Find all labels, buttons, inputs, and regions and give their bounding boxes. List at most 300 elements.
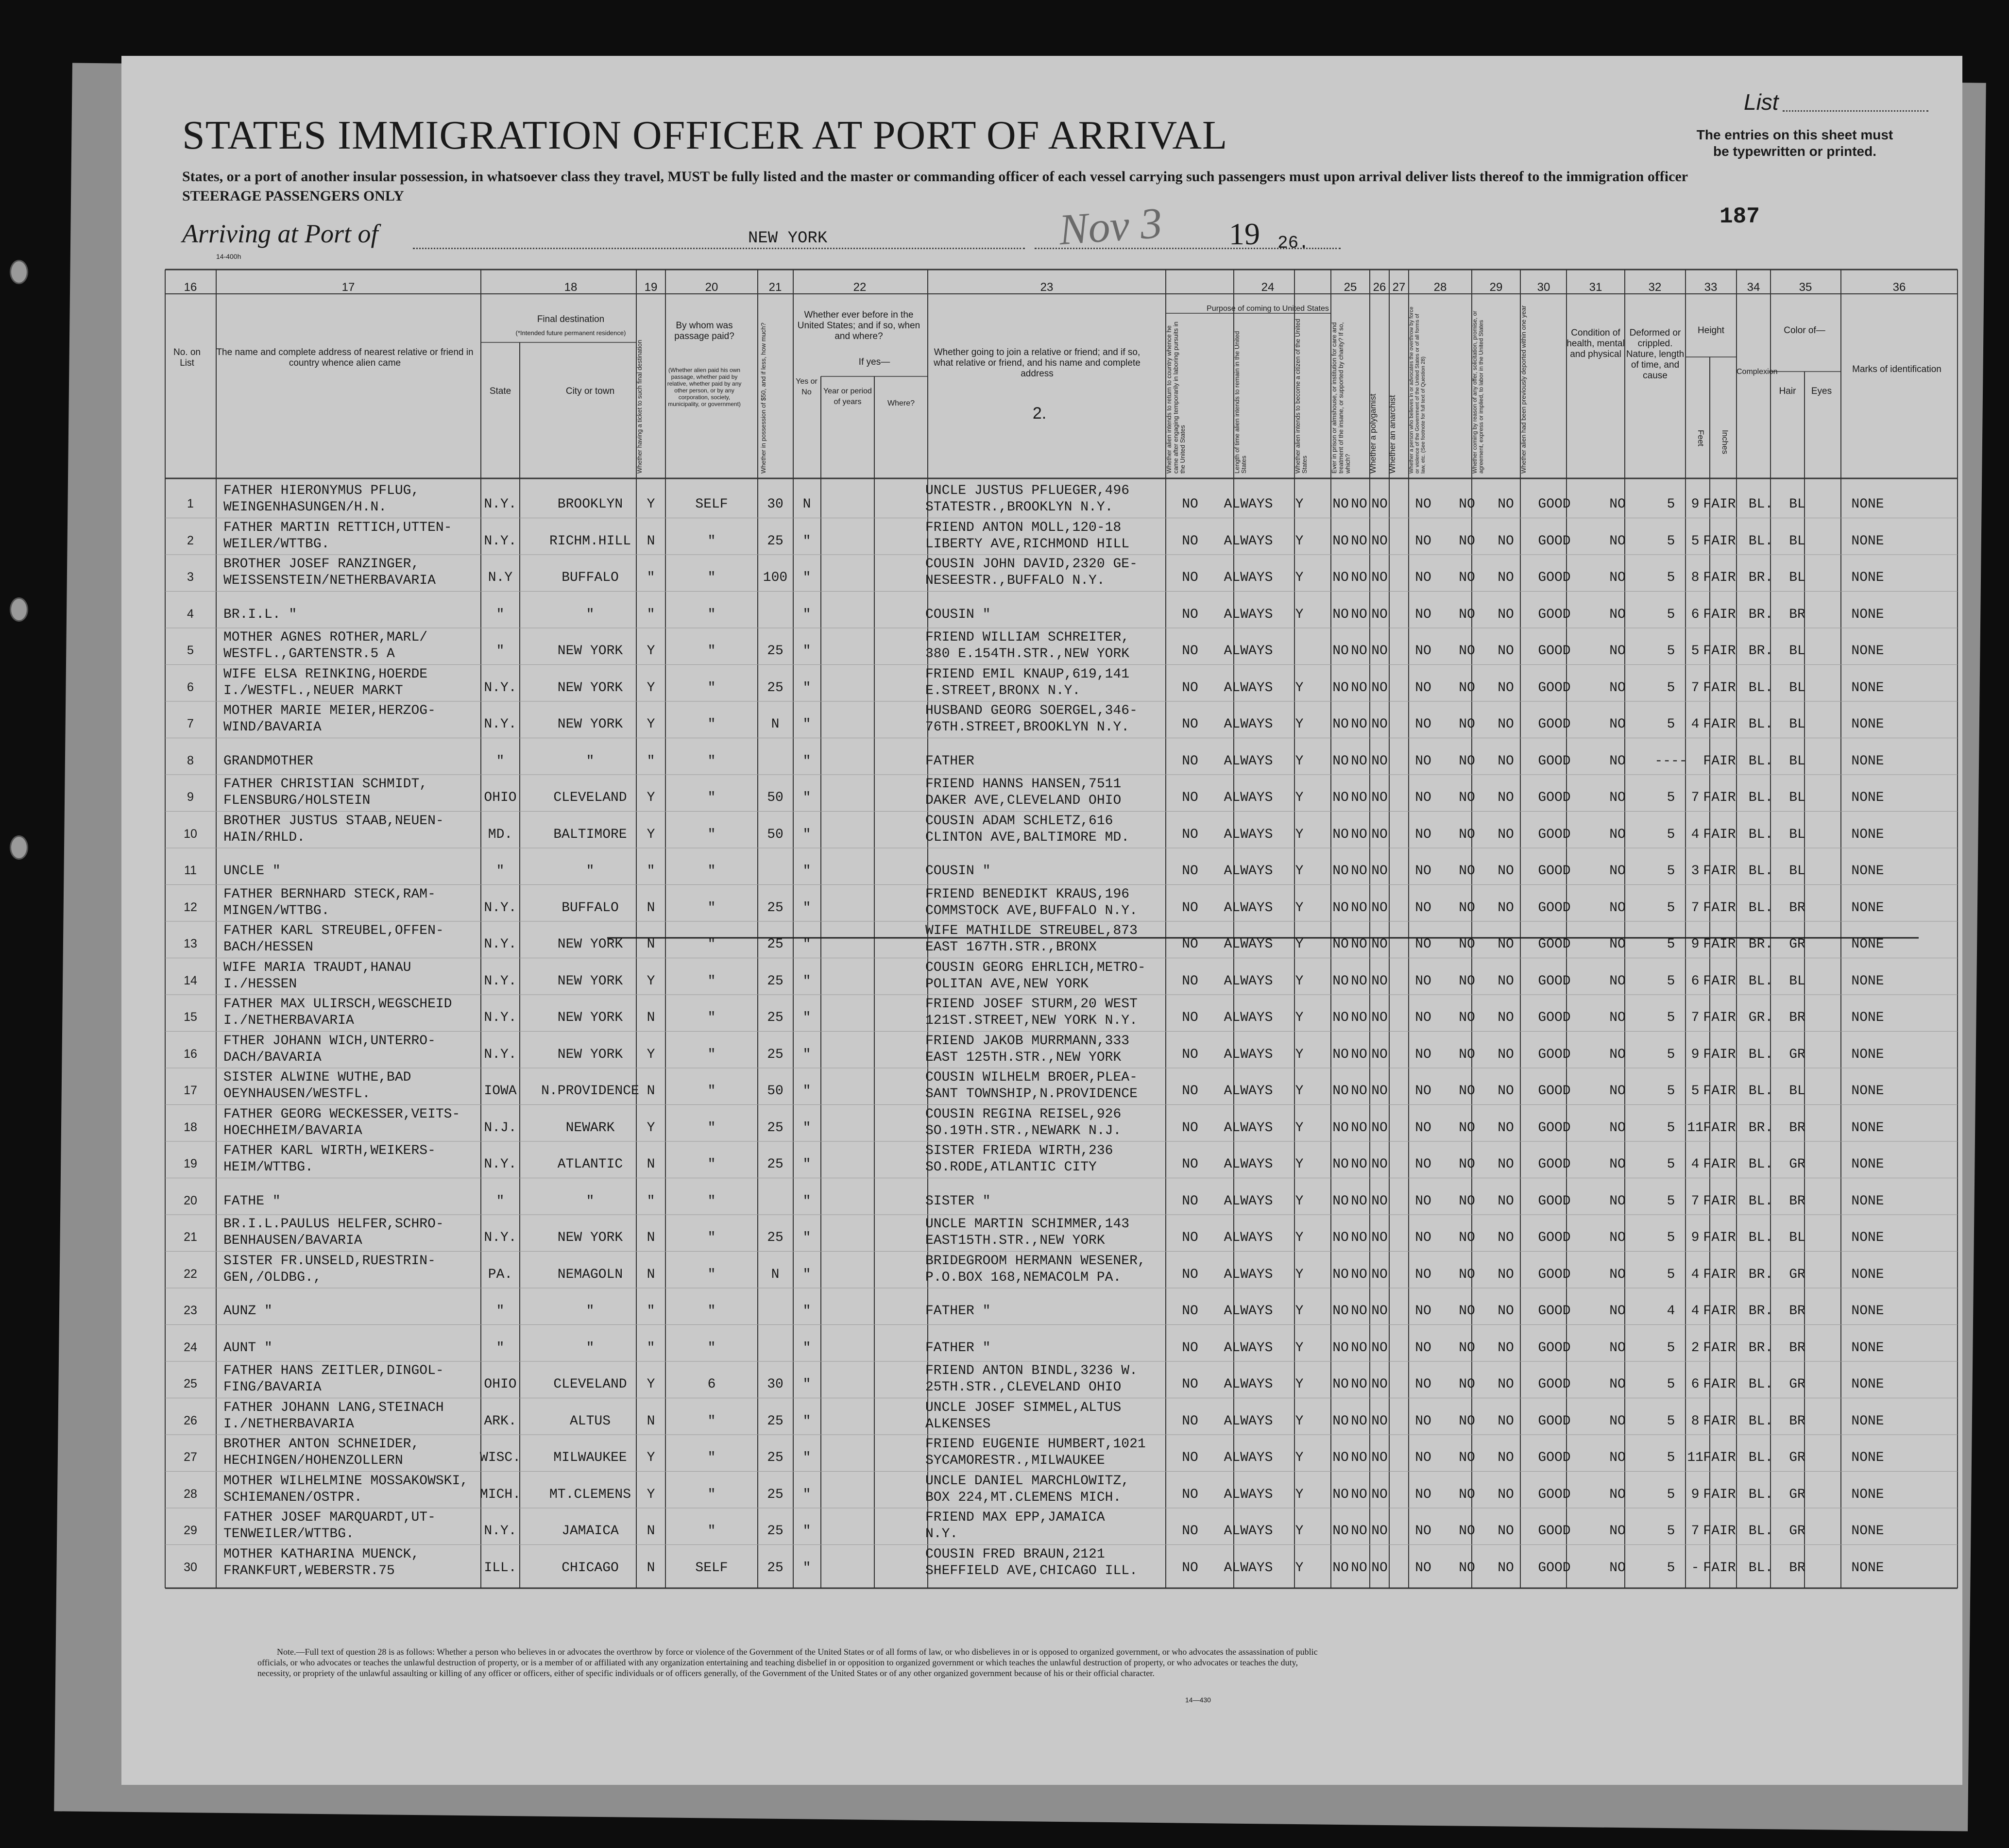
cell-q28: NO	[1415, 717, 1431, 732]
cell-eyes: BL	[1789, 533, 1805, 549]
join-relative-line: LIBERTY AVE,RICHMOND HILL	[925, 536, 1130, 552]
cell-ret: NO	[1182, 1157, 1198, 1172]
relative-address-line: SISTER FR.UNSELD,RUESTRIN-	[223, 1253, 436, 1269]
cell-dep: NO	[1498, 1267, 1514, 1282]
cell-ret: NO	[1182, 1487, 1198, 1502]
cell-prison: NO	[1332, 864, 1349, 879]
cell-paid: "	[707, 973, 716, 989]
header-nearest-relative: The name and complete address of nearest relative or friend in country whence alien came	[216, 347, 474, 368]
join-relative-line: FATHER "	[925, 1340, 991, 1356]
cell-ticket: N	[647, 1413, 655, 1429]
cell-anar: NO	[1371, 937, 1388, 952]
relative-address-line: WESTFL.,GARTENSTR.5 A	[223, 646, 395, 661]
cell-state: OHIO	[484, 1377, 517, 1392]
cell-len: ALWAYS	[1224, 900, 1273, 916]
cell-len: ALWAYS	[1224, 1560, 1273, 1576]
relative-address-line: HOECHHEIM/BAVARIA	[223, 1123, 362, 1138]
cell-poly: NO	[1351, 1047, 1367, 1062]
header-anarchist: Whether an anarchist	[1388, 395, 1397, 474]
cell-ticket: N	[647, 1084, 655, 1099]
cell-marks: NONE	[1851, 1084, 1884, 1099]
cell-comp: FAIR	[1703, 1267, 1736, 1282]
cell-deform: NO	[1609, 753, 1626, 769]
cell-ret: NO	[1182, 1010, 1198, 1025]
cell-money: N	[771, 1267, 780, 1282]
cell-hair: BL.	[1748, 1413, 1773, 1429]
cell-marks: NONE	[1851, 1267, 1884, 1282]
cell-health: GOOD	[1538, 717, 1571, 732]
cell-deform: NO	[1609, 607, 1626, 622]
cell-ticket: N	[647, 1230, 655, 1245]
cell-in: 9	[1691, 1230, 1700, 1245]
relative-address-line: AUNT "	[223, 1340, 272, 1356]
cell-city: NEWARK	[565, 1120, 615, 1136]
cell-anar: NO	[1371, 864, 1388, 879]
cell-len: ALWAYS	[1224, 1524, 1273, 1539]
row-number: 2	[187, 533, 194, 547]
relative-address-line: FING/BAVARIA	[223, 1380, 322, 1395]
cell-dep: NO	[1498, 1193, 1514, 1209]
join-relative-line: SHEFFIELD AVE,CHICAGO ILL.	[925, 1563, 1138, 1578]
cell-eyes: GR	[1789, 1524, 1805, 1539]
cell-money: 25	[767, 1487, 783, 1502]
cell-state: PA.	[488, 1267, 513, 1282]
join-relative-line: SYCAMORESTR.,MILWAUKEE	[925, 1453, 1105, 1468]
cell-city: "	[586, 1193, 595, 1209]
header-year-period: Year or period of years	[823, 387, 872, 406]
cell-city: NEW YORK	[557, 1010, 623, 1025]
cell-dep: NO	[1498, 753, 1514, 769]
relative-address-line: I./NETHERBAVARIA	[223, 1416, 354, 1432]
join-relative-line: UNCLE MARTIN SCHIMMER,143	[925, 1217, 1130, 1232]
cell-in: -	[1691, 1560, 1700, 1576]
cell-poly: NO	[1351, 717, 1367, 732]
cell-q29: NO	[1459, 1450, 1475, 1465]
binder-hole	[10, 835, 28, 860]
cell-city: BUFFALO	[562, 570, 619, 585]
cell-q29: NO	[1459, 753, 1475, 769]
cell-comp: FAIR	[1703, 864, 1736, 879]
header-passage-paid-note: (Whether alien paid his own passage, whether paid by relative, whether paid by any other person, or by any corporation, society, municipality, or government)	[667, 367, 742, 407]
cell-marks: NONE	[1851, 973, 1884, 989]
cell-paid: "	[707, 1047, 716, 1062]
join-relative-line: N.Y.	[925, 1526, 958, 1542]
row-number: 7	[187, 717, 194, 730]
join-relative-line: SANT TOWNSHIP,N.PROVIDENCE	[925, 1086, 1138, 1102]
header-marks: Marks of identification	[1852, 364, 1941, 374]
cell-cit: Y	[1295, 1267, 1304, 1282]
cell-in: 11	[1687, 1450, 1703, 1465]
cell-dep: NO	[1498, 570, 1514, 585]
cell-cit: Y	[1295, 607, 1304, 622]
cell-before: "	[802, 1560, 811, 1576]
cell-dep: NO	[1498, 607, 1514, 622]
cell-cit: Y	[1295, 680, 1304, 695]
cell-deform: NO	[1609, 644, 1626, 659]
cell-ft: 5	[1667, 1010, 1675, 1025]
row-number: 11	[184, 864, 197, 877]
cell-health: GOOD	[1538, 1267, 1571, 1282]
cell-poly: NO	[1351, 900, 1367, 916]
cell-city: NEW YORK	[557, 1230, 623, 1245]
relative-address-line: FATHER MAX ULIRSCH,WEGSCHEID	[223, 997, 452, 1012]
cell-health: GOOD	[1538, 1230, 1571, 1245]
cell-ticket: "	[647, 864, 655, 879]
cell-poly: NO	[1351, 680, 1367, 695]
cell-before: "	[802, 1267, 811, 1282]
cell-paid: "	[707, 1413, 716, 1429]
header-ever-before: Whether ever before in the United States; and if so, when and where?	[797, 310, 920, 341]
header-height: Height	[1698, 325, 1724, 336]
cell-ft: 5	[1667, 680, 1675, 695]
cell-in: 7	[1691, 1010, 1700, 1025]
row-number: 24	[184, 1340, 197, 1354]
header-inches: Inches	[1720, 430, 1730, 455]
cell-before: "	[802, 570, 811, 585]
list-label: List	[1744, 89, 1779, 115]
cell-deform: NO	[1609, 937, 1626, 952]
join-relative-line: HUSBAND GEORG SOERGEL,346-	[925, 703, 1138, 718]
relative-address-line: I./WESTFL.,NEUER MARKT	[223, 683, 403, 698]
cell-dep: NO	[1498, 1487, 1514, 1502]
cell-health: GOOD	[1538, 1413, 1571, 1429]
cell-poly: NO	[1351, 937, 1367, 952]
relative-address-line: FATHER GEORG WECKESSER,VEITS-	[223, 1106, 460, 1122]
cell-hair: BR.	[1748, 607, 1773, 622]
cell-marks: NONE	[1851, 1413, 1884, 1429]
page-subtitle: States, or a port of another insular possession, in whatsoever class they travel, MUST be fully listed and the master or commanding officer of each vessel carrying such passengers must upon arrival deliver lists thereof to the immigration officer	[182, 169, 1688, 185]
relative-address-line: GEN,/OLDBG.,	[223, 1270, 322, 1285]
cell-ft: ----	[1654, 753, 1687, 769]
cell-prison: NO	[1332, 1487, 1349, 1502]
cell-q28: NO	[1415, 1413, 1431, 1429]
cell-marks: NONE	[1851, 1304, 1884, 1319]
cell-deform: NO	[1609, 1157, 1626, 1172]
relative-address-line: WIND/BAVARIA	[223, 720, 322, 735]
cell-ret: NO	[1182, 864, 1198, 879]
steerage-label: STEERAGE PASSENGERS ONLY	[182, 188, 404, 204]
header-where: Where?	[887, 399, 915, 407]
cell-prison: NO	[1332, 1413, 1349, 1429]
cell-paid: "	[707, 680, 716, 695]
cell-comp: FAIR	[1703, 497, 1736, 512]
cell-q28: NO	[1415, 1304, 1431, 1319]
cell-state: N.Y.	[484, 717, 517, 732]
cell-q28: NO	[1415, 497, 1431, 512]
relative-address-line: MOTHER AGNES ROTHER,MARL/	[223, 630, 428, 645]
cell-in: 4	[1691, 1157, 1700, 1172]
cell-money: 50	[767, 790, 783, 805]
relative-address-line: MOTHER WILHELMINE MOSSAKOWSKI,	[223, 1473, 469, 1489]
join-relative-line: COUSIN "	[925, 607, 991, 622]
cell-city: CHICAGO	[562, 1560, 619, 1576]
cell-before: "	[802, 753, 811, 769]
cell-state: WISC.	[479, 1450, 521, 1465]
cell-prison: NO	[1332, 753, 1349, 769]
relative-address-line: WIFE ELSA REINKING,HOERDE	[223, 666, 428, 682]
cell-deform: NO	[1609, 1267, 1626, 1282]
cell-state: N.Y.	[484, 1230, 517, 1245]
cell-city: NEW YORK	[557, 1047, 623, 1062]
cell-in: 11	[1687, 1120, 1703, 1136]
cell-before: "	[802, 1304, 811, 1319]
row-number: 5	[187, 644, 194, 657]
cell-cit: Y	[1295, 1487, 1304, 1502]
cell-prison: NO	[1332, 1560, 1349, 1576]
cell-hair: BR.	[1748, 1340, 1773, 1356]
cell-dep: NO	[1498, 1450, 1514, 1465]
header-citizen: Whether alien intends to become a citizen of the United States	[1294, 319, 1308, 474]
cell-city: BUFFALO	[562, 900, 619, 916]
cell-prison: NO	[1332, 1267, 1349, 1282]
cell-comp: FAIR	[1703, 607, 1736, 622]
cell-eyes: BL	[1789, 570, 1805, 585]
cell-comp: FAIR	[1703, 570, 1736, 585]
cell-in: 7	[1691, 790, 1700, 805]
cell-comp: FAIR	[1703, 1010, 1736, 1025]
relative-address-line: BR.I.L.PAULUS HELFER,SCHRO-	[223, 1217, 444, 1232]
cell-comp: FAIR	[1703, 1304, 1736, 1319]
cell-q28: NO	[1415, 973, 1431, 989]
column-number: 24	[1261, 281, 1275, 294]
cell-before: "	[802, 1010, 811, 1025]
cell-city: MILWAUKEE	[553, 1450, 627, 1465]
join-relative-line: EAST 125TH.STR.,NEW YORK	[925, 1050, 1122, 1065]
cell-ticket: Y	[647, 1377, 655, 1392]
cell-money: 25	[767, 1230, 783, 1245]
cell-q28: NO	[1415, 1047, 1431, 1062]
cell-marks: NONE	[1851, 1524, 1884, 1539]
cell-deform: NO	[1609, 1524, 1626, 1539]
cell-state: IOWA	[484, 1084, 517, 1099]
cell-deform: NO	[1609, 1193, 1626, 1209]
cell-state: N.Y.	[484, 1047, 517, 1062]
cell-poly: NO	[1351, 827, 1367, 842]
cell-anar: NO	[1371, 1120, 1388, 1136]
relative-address-line: SCHIEMANEN/OSTPR.	[223, 1490, 362, 1505]
cell-dep: NO	[1498, 1047, 1514, 1062]
cell-before: "	[802, 680, 811, 695]
cell-eyes: BR	[1789, 1120, 1805, 1136]
cell-money: 30	[767, 497, 783, 512]
cell-state: ARK.	[484, 1413, 517, 1429]
cell-health: GOOD	[1538, 497, 1571, 512]
cell-before: "	[802, 717, 811, 732]
join-relative-line: FRIEND BENEDIKT KRAUS,196	[925, 886, 1130, 902]
cell-poly: NO	[1351, 1450, 1367, 1465]
cell-ft: 5	[1667, 1450, 1675, 1465]
year-value: 26.	[1277, 233, 1309, 253]
footnote-question-28: Note.—Full text of question 28 is as follows: Whether a person who believes in or advocates the overthrow by force or violence of the Government of the United States or of all forms of law, or who disbelieves in or is opposed to organized government, or who advocates the assassination of public officials, or who advocates or teaches the unlawful destruction of property, or is a member of or affiliated with any organization entertaining and teaching disbelief in or opposition to organized government or which teaches the unlawful destruction of property, or who advocates or teaches the duty, necessity, or propriety of the unlawful assaulting or killing of any officer or officers, either of specific individuals or of officers generally, of the Government of the United States or of any other organized government because of his or their official character.	[257, 1647, 1318, 1678]
manifest-sheet	[121, 56, 1962, 1785]
cell-in: 4	[1691, 827, 1700, 842]
relative-address-line: FATHER KARL STREUBEL,OFFEN-	[223, 923, 444, 938]
cell-ft: 5	[1667, 790, 1675, 805]
cell-paid: SELF	[695, 497, 728, 512]
cell-city: NEW YORK	[557, 717, 623, 732]
cell-state: N.Y.	[484, 900, 517, 916]
cell-marks: NONE	[1851, 790, 1884, 805]
cell-q28: NO	[1415, 1487, 1431, 1502]
column-number: 18	[564, 281, 578, 294]
cell-len: ALWAYS	[1224, 644, 1273, 659]
cell-len: ALWAYS	[1224, 790, 1273, 805]
cell-q29: NO	[1459, 827, 1475, 842]
relative-address-line: SISTER ALWINE WUTHE,BAD	[223, 1070, 411, 1085]
cell-eyes: BL	[1789, 1084, 1805, 1099]
cell-ft: 5	[1667, 1267, 1675, 1282]
cell-deform: NO	[1609, 1304, 1626, 1319]
cell-ticket: "	[647, 753, 655, 769]
cell-money: N	[771, 717, 780, 732]
cell-dep: NO	[1498, 1304, 1514, 1319]
cell-health: GOOD	[1538, 607, 1571, 622]
cell-ticket: N	[647, 1010, 655, 1025]
cell-poly: NO	[1351, 1377, 1367, 1392]
handwritten-date: Nov 3	[1057, 199, 1164, 254]
cell-in: 4	[1691, 1304, 1700, 1319]
cell-len: ALWAYS	[1224, 680, 1273, 695]
cell-q28: NO	[1415, 900, 1431, 916]
cell-len: ALWAYS	[1224, 827, 1273, 842]
cell-q28: NO	[1415, 1120, 1431, 1136]
join-relative-line: COUSIN JOHN DAVID,2320 GE-	[925, 557, 1138, 572]
relative-address-line: BACH/HESSEN	[223, 940, 313, 955]
cell-comp: FAIR	[1703, 680, 1736, 695]
cell-prison: NO	[1332, 973, 1349, 989]
cell-dep: NO	[1498, 644, 1514, 659]
cell-poly: NO	[1351, 644, 1367, 659]
cell-q29: NO	[1459, 1524, 1475, 1539]
relative-address-line: UNCLE "	[223, 864, 281, 879]
cell-eyes: BL	[1789, 717, 1805, 732]
join-relative-line: 25TH.STR.,CLEVELAND OHIO	[925, 1380, 1122, 1395]
cell-deform: NO	[1609, 497, 1626, 512]
cell-q29: NO	[1459, 570, 1475, 585]
cell-q28: NO	[1415, 753, 1431, 769]
cell-ticket: "	[647, 607, 655, 622]
cell-marks: NONE	[1851, 900, 1884, 916]
relative-address-line: FATHER CHRISTIAN SCHMIDT,	[223, 777, 428, 792]
cell-health: GOOD	[1538, 1084, 1571, 1099]
header-health: Condition of health, mental and physical	[1566, 328, 1625, 359]
cell-paid: "	[707, 827, 716, 842]
cell-eyes: GR	[1789, 1450, 1805, 1465]
cell-ft: 5	[1667, 900, 1675, 916]
cell-hair: BR.	[1748, 1304, 1773, 1319]
cell-q28: NO	[1415, 1524, 1431, 1539]
header-feet: Feet	[1696, 430, 1705, 447]
row-number: 9	[187, 790, 194, 804]
cell-ticket: N	[647, 533, 655, 549]
cell-in: 4	[1691, 717, 1700, 732]
cell-state: "	[496, 864, 505, 879]
cell-dep: NO	[1498, 1377, 1514, 1392]
cell-dep: NO	[1498, 900, 1514, 916]
cell-q28: NO	[1415, 827, 1431, 842]
header-labor-offer: Whether coming by reason of any offer, solicitation, promise, or agreement, express or implied, to labor in the United States	[1471, 310, 1484, 474]
cell-cit: Y	[1295, 1230, 1304, 1245]
cell-anar: NO	[1371, 717, 1388, 732]
join-relative-line: DAKER AVE,CLEVELAND OHIO	[925, 793, 1122, 808]
join-relative-line: FRIEND MAX EPP,JAMAICA	[925, 1510, 1105, 1525]
page-title: STATES IMMIGRATION OFFICER AT PORT OF ARRIVAL	[182, 113, 1228, 158]
header-eyes: Eyes	[1811, 386, 1832, 396]
column-number: 29	[1489, 281, 1503, 294]
relative-address-line: I./NETHERBAVARIA	[223, 1013, 354, 1028]
cell-paid: "	[707, 1487, 716, 1502]
cell-state: N.Y.	[484, 497, 517, 512]
cell-money: 25	[767, 900, 783, 916]
cell-q28: NO	[1415, 644, 1431, 659]
cell-before: "	[802, 1377, 811, 1392]
relative-address-line: HEIM/WTTBG.	[223, 1160, 313, 1175]
relative-address-line: HECHINGEN/HOHENZOLLERN	[223, 1453, 403, 1468]
cell-prison: NO	[1332, 1120, 1349, 1136]
cell-before: "	[802, 533, 811, 549]
cell-comp: FAIR	[1703, 1560, 1736, 1576]
cell-cit: Y	[1295, 1304, 1304, 1319]
cell-city: "	[586, 753, 595, 769]
cell-in: 6	[1691, 607, 1700, 622]
cell-hair: BL.	[1748, 973, 1773, 989]
cell-marks: NONE	[1851, 1010, 1884, 1025]
cell-q29: NO	[1459, 533, 1475, 549]
cell-marks: NONE	[1851, 1377, 1884, 1392]
cell-money: 30	[767, 1377, 783, 1392]
cell-ret: NO	[1182, 717, 1198, 732]
cell-dep: NO	[1498, 497, 1514, 512]
cell-state: MICH.	[479, 1487, 521, 1502]
relative-address-line: FATHER JOSEF MARQUARDT,UT-	[223, 1510, 436, 1525]
cell-anar: NO	[1371, 753, 1388, 769]
cell-eyes: BL	[1789, 827, 1805, 842]
cell-ticket: "	[647, 1304, 655, 1319]
cell-deform: NO	[1609, 533, 1626, 549]
join-relative-line: 76TH.STREET,BROOKLYN N.Y.	[925, 720, 1130, 735]
cell-cit: Y	[1295, 973, 1304, 989]
cell-q29: NO	[1459, 1267, 1475, 1282]
cell-in: 6	[1691, 1377, 1700, 1392]
cell-cit: Y	[1295, 1010, 1304, 1025]
join-relative-line: COUSIN "	[925, 864, 991, 879]
cell-q29: NO	[1459, 1120, 1475, 1136]
cell-hair: BR.	[1748, 1267, 1773, 1282]
cell-len: ALWAYS	[1224, 1267, 1273, 1282]
join-relative-line: SISTER FRIEDA WIRTH,236	[925, 1143, 1113, 1158]
cell-q28: NO	[1415, 570, 1431, 585]
join-relative-line: FRIEND JOSEF STURM,20 WEST	[925, 997, 1138, 1012]
join-relative-line: FRIEND ANTON BINDL,3236 W.	[925, 1363, 1138, 1378]
cell-hair: BL.	[1748, 717, 1773, 732]
header-if-yes: If yes—	[858, 357, 890, 367]
cell-hair: BL.	[1748, 827, 1773, 842]
binder-hole	[10, 260, 28, 284]
row-number: 23	[184, 1304, 197, 1317]
column-number: 32	[1648, 281, 1662, 294]
cell-ft: 5	[1667, 533, 1675, 549]
header-no-on-list: No. on List	[173, 347, 201, 368]
cell-ft: 5	[1667, 1120, 1675, 1136]
row-number: 3	[187, 570, 194, 584]
cell-before: "	[802, 1120, 811, 1136]
cell-ft: 5	[1667, 1157, 1675, 1172]
cell-poly: NO	[1351, 1120, 1367, 1136]
cell-cit: Y	[1295, 900, 1304, 916]
cell-dep: NO	[1498, 1084, 1514, 1099]
join-relative-line: UNCLE JUSTUS PFLUEGER,496	[925, 483, 1130, 498]
cell-ret: NO	[1182, 1084, 1198, 1099]
